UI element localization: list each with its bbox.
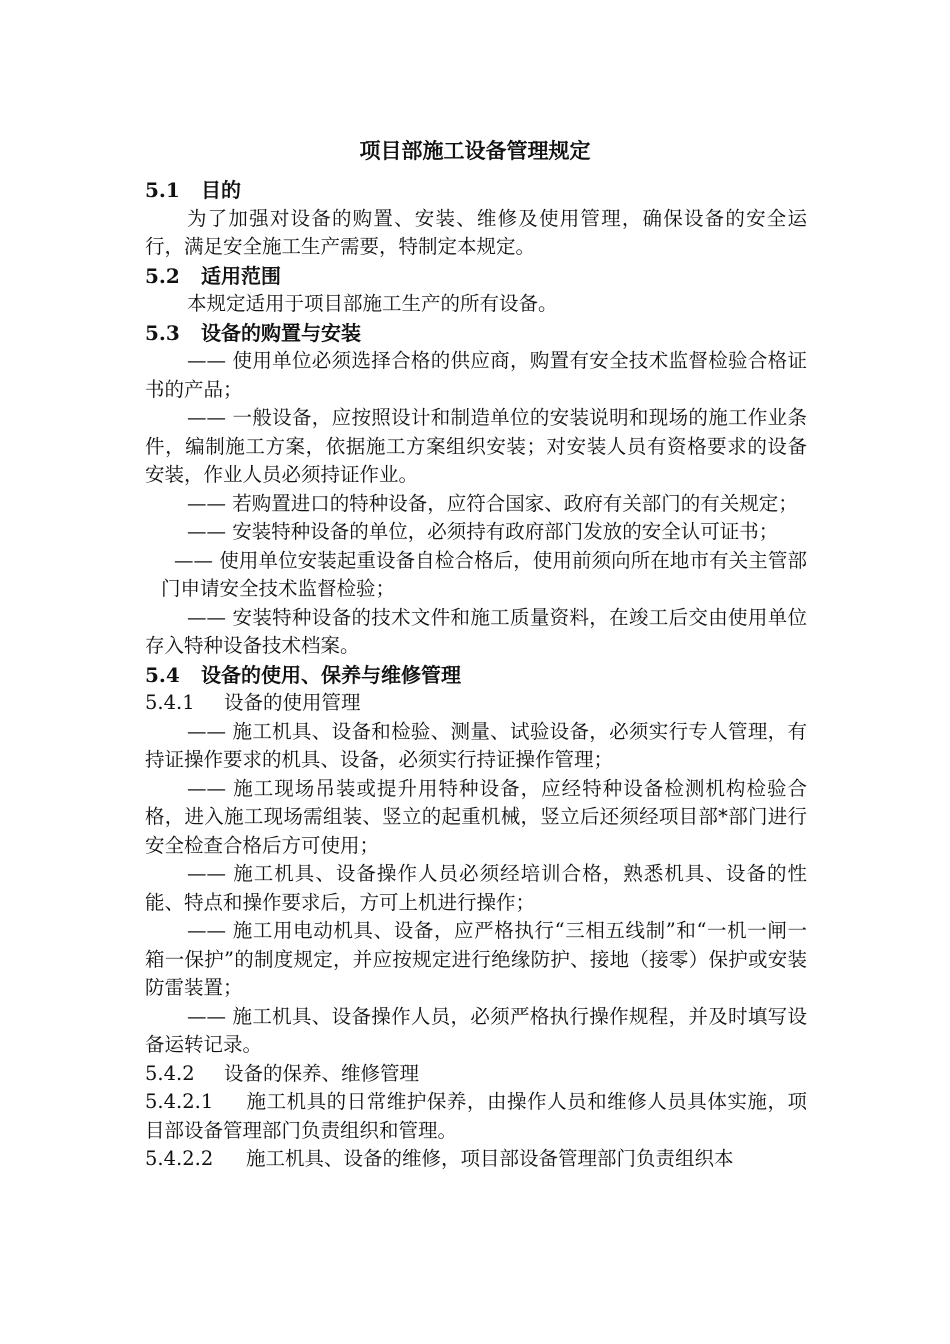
list-item: —— 施工机具、设备操作人员必须经培训合格，熟悉机具、设备的性能、特点和操作要求后，方可上机进行操作；: [145, 862, 807, 914]
section-heading-5-3: [145, 319, 807, 348]
section-title: 目的: [201, 178, 241, 202]
subsection-heading-5-4-1: [145, 689, 807, 718]
clause-5-4-2-1: [145, 1088, 807, 1145]
list-item: —— 安装特种设备的技术文件和施工质量资料，在竣工后交由使用单位存入特种设备技术档案。: [145, 605, 807, 657]
subsection-number: 5.4.1: [145, 691, 195, 714]
section-heading-5-2: [145, 262, 807, 291]
subsection-heading-5-4-2: [145, 1060, 807, 1089]
paragraph: 本规定适用于项目部施工生产的所有设备。: [187, 292, 558, 315]
list-item: —— 若购置进口的特种设备，应符合国家、政府有关部门的有关规定；: [187, 491, 798, 515]
list-item: —— 施工用电动机具、设备，应严格执行“三相五线制”和“一机一闸一箱一保护”的制度规定，并应按规定进行绝缘防护、接地（接零）保护或安装防雷装置；: [145, 919, 807, 999]
section-title: 适用范围: [201, 263, 281, 288]
clause-number: 5.4.2.1: [145, 1090, 214, 1113]
document-title: 项目部施工设备管理规定: [359, 138, 591, 163]
section-number: 5.1: [145, 178, 180, 202]
list-item: —— 施工机具、设备操作人员，必须严格执行操作规程，并及时填写设备运转记录。: [145, 1004, 807, 1056]
list-item: —— 安装特种设备的单位，必须持有政府部门发放的安全认可证书；: [187, 520, 779, 543]
subsection-title: 设备的保养、维修管理: [224, 1061, 420, 1085]
list-item: —— 一般设备，应按照设计和制造单位的安装说明和现场的施工作业条件，编制施工方案，依据施工方案组织安装；对安装人员有资格要求的设备安装，作业人员必须持证作业。: [145, 406, 807, 486]
clause-5-4-2-2: [145, 1145, 807, 1174]
subsection-number: 5.4.2: [145, 1061, 195, 1085]
section-number: 5.3: [145, 320, 180, 345]
clause-text: 施工机具、设备的维修，项目部设备管理部门负责组织本: [246, 1147, 734, 1170]
section-heading-5-4: [145, 661, 807, 690]
section-title: 设备的购置与安装: [201, 320, 361, 345]
subsection-title: 设备的使用管理: [224, 691, 361, 714]
list-item: —— 使用单位必须选择合格的供应商，购置有安全技术监督检验合格证书的产品；: [145, 349, 807, 401]
paragraph: 为了加强对设备的购置、安装、维修及使用管理，确保设备的安全运行，满足安全施工生产需要，特制定本规定。: [145, 206, 807, 258]
document-body: [145, 176, 807, 1174]
section-number: 5.4: [145, 662, 180, 687]
section-title: 设备的使用、保养与维修管理: [201, 662, 461, 687]
list-item: —— 施工现场吊装或提升用特种设备，应经特种设备检测机构检验合格，进入施工现场需组装、竖立的起重机械，竖立后还须经项目部*部门进行安全检查合格后方可使用；: [145, 776, 807, 857]
section-heading-5-1: [145, 176, 807, 205]
section-number: 5.2: [145, 263, 180, 288]
list-item: —— 使用单位安装起重设备自检合格后，使用前须向所在地市有关主管部门申请安全技术监督检验；: [161, 548, 807, 600]
clause-number: 5.4.2.2: [145, 1147, 214, 1170]
clause-text: 施工机具的日常维护保养，由操作人员和维修人员具体实施，项目部设备管理部门负责组织和管理。: [145, 1090, 807, 1142]
list-item: —— 施工机具、设备和检验、测量、试验设备，必须实行专人管理，有持证操作要求的机具、设备，必须实行持证操作管理；: [145, 719, 807, 771]
